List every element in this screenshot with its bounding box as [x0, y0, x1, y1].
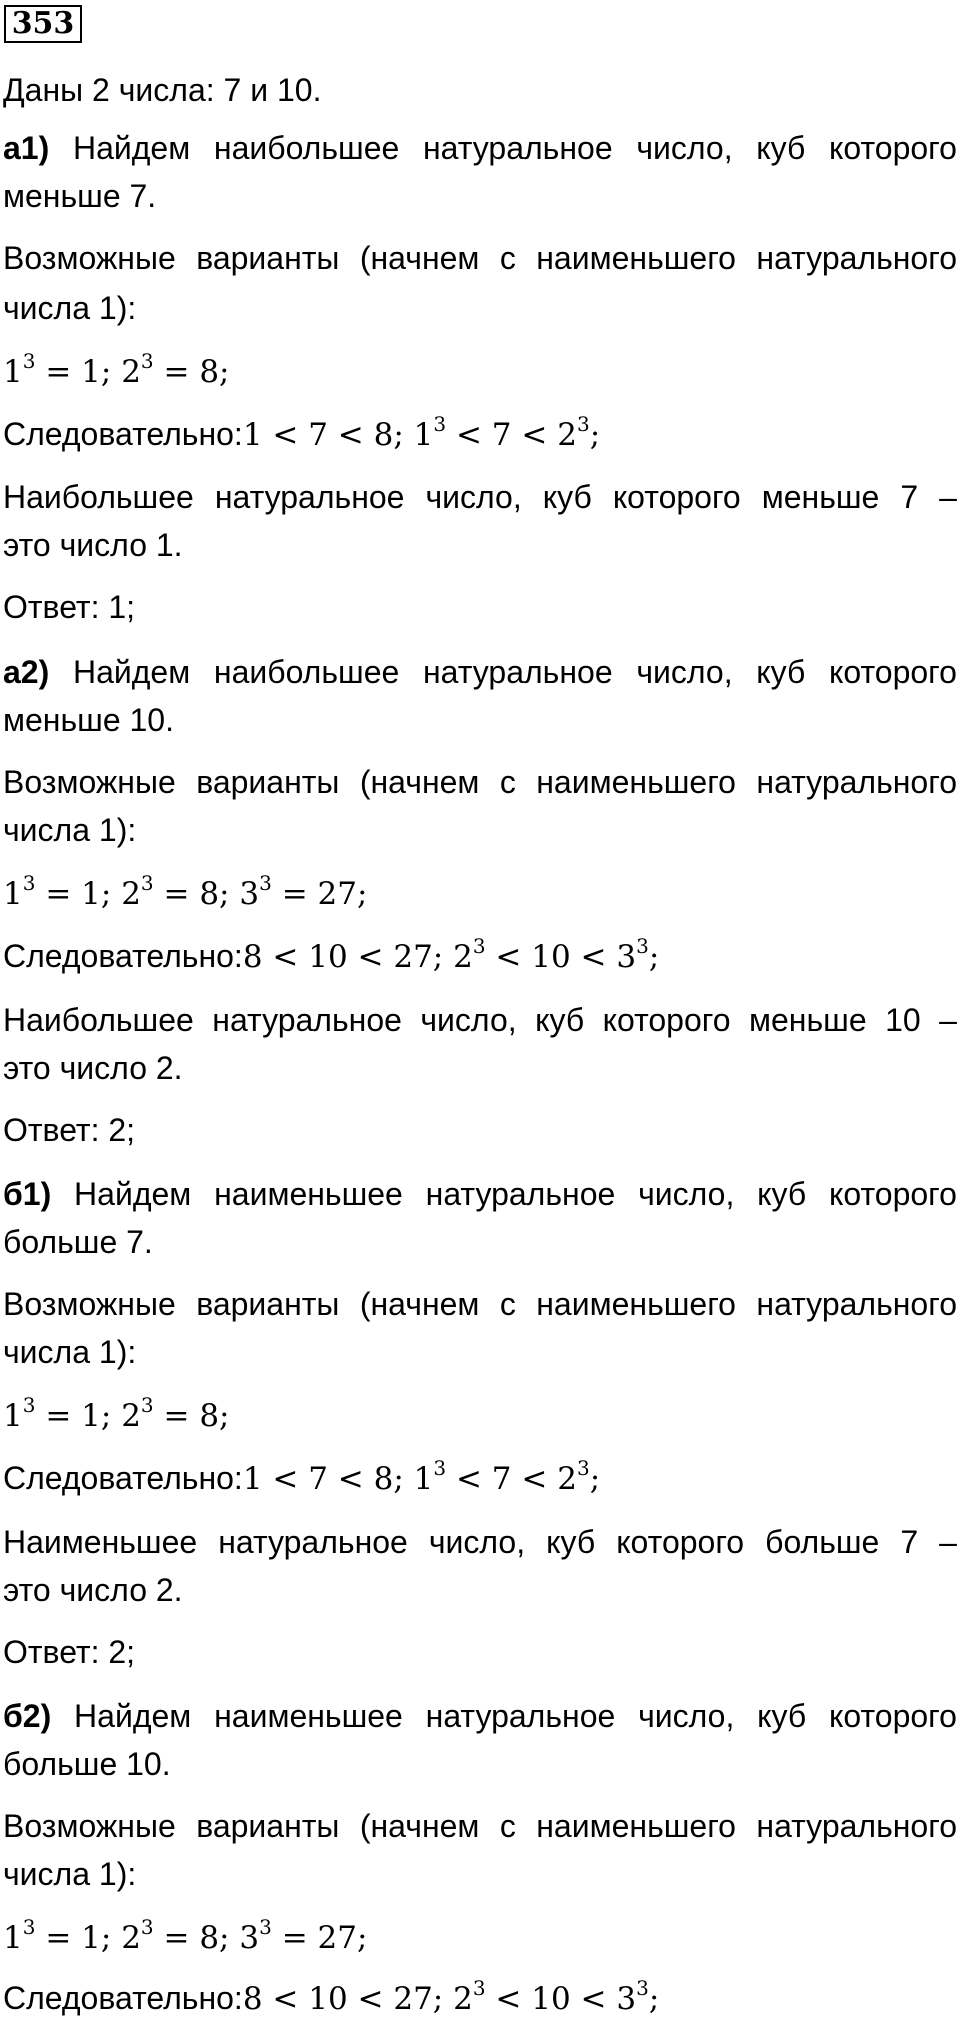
b1-conclusion: Наименьшее натуральное число, куб которого больше 7 – [3, 1524, 957, 1560]
b1-heading-line2: больше 7. [3, 1224, 153, 1260]
a1-consequently: Следовательно:1 < 7 < 8; $1^3 < 7 < 2^3$; [3, 412, 601, 453]
a2-answer: Ответ: 2; [3, 1112, 136, 1148]
b2-equations: $1^3 = 1$; $2^3 = 8$; $3^3 = 27$; [3, 1915, 368, 1956]
a2-equations: $1^3 = 1$; $2^3 = 8$; $3^3 = 27$; [3, 871, 368, 912]
a1-variants-line2: числа 1): [3, 290, 137, 326]
b1-label: б1) [3, 1176, 52, 1212]
a2-variants-line2: числа 1): [3, 812, 137, 848]
a1-answer: Ответ: 1; [3, 589, 136, 625]
intro-text: Даны 2 числа: 7 и 10. [3, 72, 322, 108]
b1-conclusion-line2: это число 2. [3, 1572, 183, 1608]
b1-equations: $1^3 = 1$; $2^3 = 8$; [3, 1393, 230, 1434]
b1-variants: Возможные варианты (начнем с наименьшего натурального [3, 1286, 957, 1322]
b1-answer: Ответ: 2; [3, 1634, 136, 1670]
b1-consequently: Следовательно:1 < 7 < 8; $1^3 < 7 < 2^3$; [3, 1456, 601, 1497]
a2-conclusion-line2: это число 2. [3, 1050, 183, 1086]
b2-label: б2) [3, 1698, 52, 1734]
b2-variants: Возможные варианты (начнем с наименьшего натурального [3, 1808, 957, 1844]
a1-conclusion: Наибольшее натуральное число, куб которого меньше 7 – [3, 479, 957, 515]
b2-heading-line2: больше 10. [3, 1746, 171, 1782]
a1-conclusion-line2: это число 1. [3, 527, 183, 563]
b1-variants-line2: числа 1): [3, 1334, 137, 1370]
a1-equations: $1^3 = 1$; $2^3 = 8$; [3, 349, 230, 390]
task-number-box: 353 [4, 5, 82, 43]
a1-heading: а1) Найдем наибольшее натуральное число, куб которого [3, 130, 957, 166]
a2-consequently: Следовательно:8 < 10 < 27; $2^3 < 10 < 3^3$; [3, 934, 660, 975]
a2-label: а2) [3, 654, 50, 690]
a2-heading: а2) Найдем наибольшее натуральное число, куб которого [3, 654, 957, 690]
a1-heading-line2: меньше 7. [3, 178, 157, 214]
b2-consequently: Следовательно:8 < 10 < 27; $2^3 < 10 < 3^3$; [3, 1976, 660, 2017]
b1-heading: б1) Найдем наименьшее натуральное число, куб которого [3, 1176, 957, 1212]
b2-variants-line2: числа 1): [3, 1856, 137, 1892]
a2-heading-line2: меньше 10. [3, 702, 174, 738]
a1-variants: Возможные варианты (начнем с наименьшего натурального [3, 240, 957, 276]
a2-variants: Возможные варианты (начнем с наименьшего натурального [3, 764, 957, 800]
a2-conclusion: Наибольшее натуральное число, куб которого меньше 10 – [3, 1002, 957, 1038]
a1-label: а1) [3, 130, 50, 166]
b2-heading: б2) Найдем наименьшее натуральное число, куб которого [3, 1698, 957, 1734]
